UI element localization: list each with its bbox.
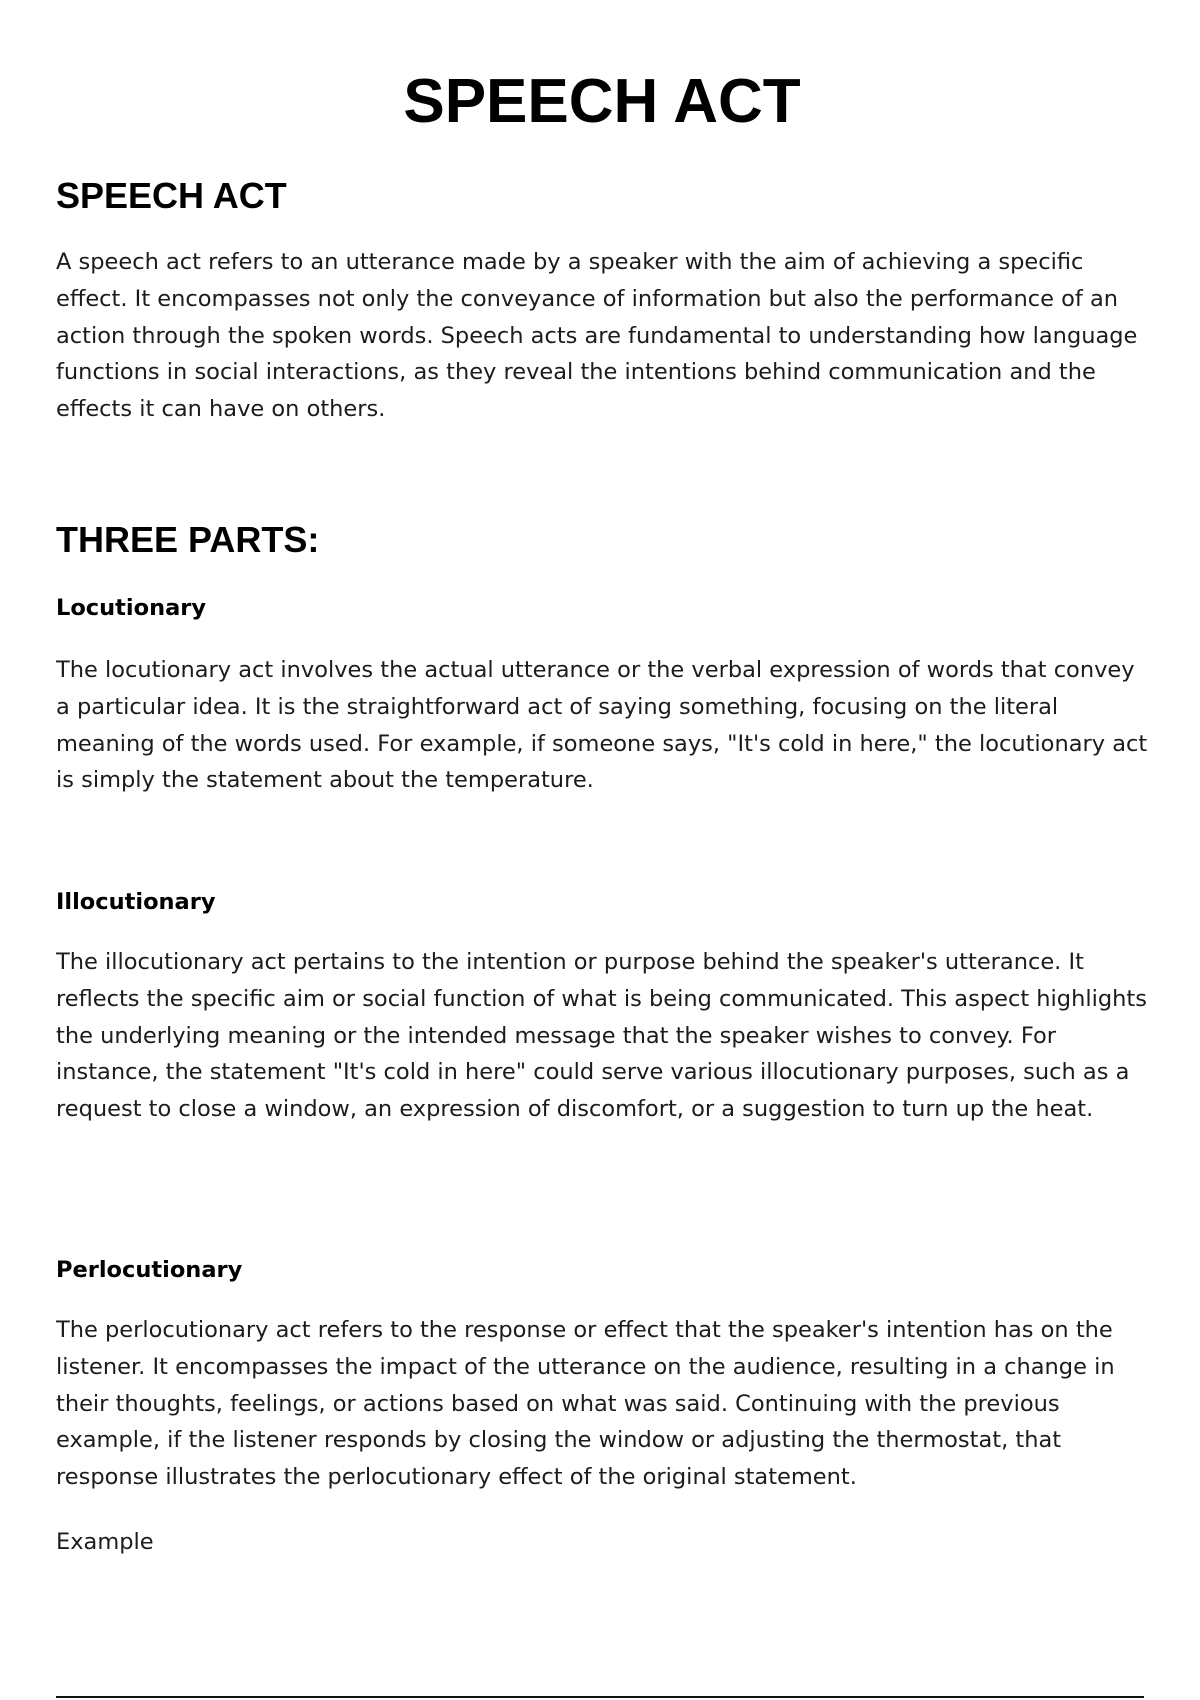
illocutionary-paragraph: The illocutionary act pertains to the intention or purpose behind the speaker's utterance. It reflects the specific aim or social function of what is being communicated. This aspect highlights the underlying meaning or the intended message that the speaker wishes to convey. For instance, the statement "It's cold in here" could serve various illocutionary purposes, such as a request to close a window, an expression of discomfort, or a suggestion to turn up the heat. xyxy=(56,949,1147,1123)
perlocutionary-paragraph: The perlocutionary act refers to the response or effect that the speaker's intention has on the listener. It encompasses the impact of the utterance on the audience, resulting in a change in their thoughts, feelings, or actions based on what was said. Continuing with the previous example, if the listener responds by closing the window or adjusting the thermostat, that response illustrates the perlocutionary effect of the original statement. xyxy=(56,1317,1115,1491)
three-parts-heading: THREE PARTS: xyxy=(56,519,320,560)
illocutionary-heading: Illocutionary xyxy=(56,889,216,915)
intro-heading: SPEECH ACT xyxy=(56,175,287,216)
bottom-divider xyxy=(56,1696,1144,1698)
locutionary-paragraph: The locutionary act involves the actual utterance or the verbal expression of words that convey a particular idea. It is the straightforward act of saying something, focusing on the literal meaning of the words used. For example, if someone says, "It's cold in here," the locutionary act is simply the statement about the temperature. xyxy=(56,657,1148,794)
intro-paragraph: A speech act refers to an utterance made by a speaker with the aim of achieving a specific effect. It encompasses not only the conveyance of information but also the performance of an action through the spoken words. Speech acts are fundamental to understanding how language functions in social interactions, as they reveal the intentions behind communication and the effects it can have on others. xyxy=(56,249,1138,423)
perlocutionary-heading: Perlocutionary xyxy=(56,1257,243,1283)
example-label: Example xyxy=(56,1529,154,1555)
locutionary-heading: Locutionary xyxy=(56,595,207,621)
document-title: SPEECH ACT xyxy=(403,67,801,136)
